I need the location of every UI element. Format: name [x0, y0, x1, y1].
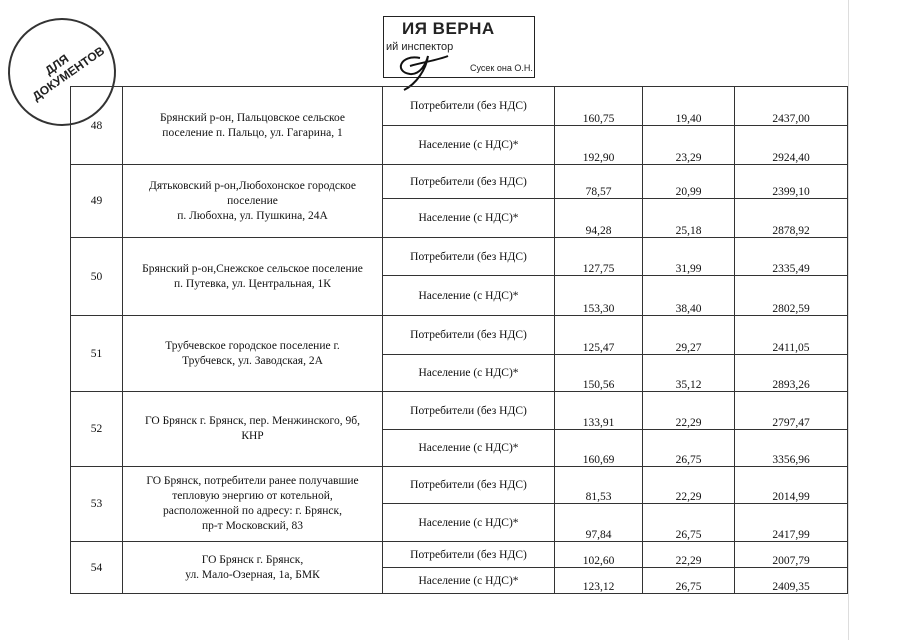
row-number: 48 [71, 87, 123, 165]
row-address [123, 87, 383, 165]
table-row [71, 87, 848, 126]
address-line: поселение [227, 194, 278, 207]
address-line: Дятьковский р-он,Любохонское городское [149, 179, 356, 192]
value-cell: 97,84 [555, 504, 643, 542]
value-cell: 81,53 [555, 467, 643, 504]
value-cell: 133,91 [555, 392, 643, 430]
consumer-category: Потребители (без НДС) [383, 87, 555, 126]
row-number: 53 [71, 467, 123, 542]
address-line: расположенной по адресу: г. Брянск, [163, 505, 342, 517]
row-number: 54 [71, 542, 123, 594]
address-line: тепловую энергию от котельной, [172, 490, 333, 502]
value-cell: 2893,26 [735, 355, 848, 392]
value-cell: 2007,79 [735, 542, 848, 568]
address-line: КНР [241, 430, 264, 442]
consumer-category: Население (с НДС)* [383, 504, 555, 542]
address-line: Трубчевск, ул. Заводская, 2А [182, 354, 323, 367]
consumer-category: Население (с НДС)* [383, 355, 555, 392]
consumer-category: Потребители (без НДС) [383, 165, 555, 199]
address-line: ГО Брянск г. Брянск, пер. Менжинского, 9б, [145, 415, 360, 427]
value-cell: 102,60 [555, 542, 643, 568]
value-cell: 2014,99 [735, 467, 848, 504]
value-cell: 127,75 [555, 238, 643, 276]
row-address [123, 542, 383, 594]
value-cell: 2797,47 [735, 392, 848, 430]
address-line: Трубчевское городское поселение г. [165, 339, 340, 352]
stamp-title: ИЯ ВЕРНА [402, 19, 495, 38]
value-cell: 160,75 [555, 87, 643, 126]
round-stamp-text: ДЛЯ ДОКУМЕНТОВ [29, 43, 108, 104]
value-cell: 123,12 [555, 568, 643, 594]
consumer-category: Потребители (без НДС) [383, 238, 555, 276]
value-cell: 25,18 [643, 199, 735, 238]
table-row [71, 542, 848, 568]
consumer-category: Население (с НДС)* [383, 126, 555, 165]
address-line: п. Любохна, ул. Пушкина, 24А [177, 209, 328, 222]
scan-edge [848, 0, 849, 640]
consumer-category: Население (с НДС)* [383, 430, 555, 467]
value-cell: 2417,99 [735, 504, 848, 542]
row-number: 49 [71, 165, 123, 238]
value-cell: 29,27 [643, 316, 735, 355]
value-cell: 2399,10 [735, 165, 848, 199]
row-number: 51 [71, 316, 123, 392]
value-cell: 2409,35 [735, 568, 848, 594]
value-cell: 2335,49 [735, 238, 848, 276]
value-cell: 26,75 [643, 430, 735, 467]
row-address [123, 467, 383, 542]
value-cell: 78,57 [555, 165, 643, 199]
value-cell: 153,30 [555, 276, 643, 316]
consumer-category: Население (с НДС)* [383, 199, 555, 238]
value-cell: 22,29 [643, 467, 735, 504]
row-address [123, 316, 383, 392]
row-number: 50 [71, 238, 123, 316]
row-address [123, 165, 383, 238]
value-cell: 26,75 [643, 568, 735, 594]
address-line: п. Путевка, ул. Центральная, 1К [174, 277, 331, 290]
value-cell: 23,29 [643, 126, 735, 165]
consumer-category: Потребители (без НДС) [383, 467, 555, 504]
value-cell: 38,40 [643, 276, 735, 316]
table-row [71, 238, 848, 276]
value-cell: 19,40 [643, 87, 735, 126]
address-line: Брянский р-он,Снежское сельское поселение [142, 262, 363, 275]
address-line: ул. Мало-Озерная, 1а, БМК [185, 568, 320, 581]
value-cell: 2924,40 [735, 126, 848, 165]
value-cell: 26,75 [643, 504, 735, 542]
consumer-category: Население (с НДС)* [383, 568, 555, 594]
address-line: пр-т Московский, 83 [201, 520, 304, 532]
table-row [71, 392, 848, 430]
value-cell: 20,99 [643, 165, 735, 199]
consumer-category: Потребители (без НДС) [383, 392, 555, 430]
value-cell: 192,90 [555, 126, 643, 165]
value-cell: 150,56 [555, 355, 643, 392]
value-cell: 3356,96 [735, 430, 848, 467]
consumer-category: Население (с НДС)* [383, 276, 555, 316]
value-cell: 2802,59 [735, 276, 848, 316]
consumer-category: Потребители (без НДС) [383, 316, 555, 355]
value-cell: 35,12 [643, 355, 735, 392]
value-cell: 2411,05 [735, 316, 848, 355]
value-cell: 160,69 [555, 430, 643, 467]
value-cell: 125,47 [555, 316, 643, 355]
address-line: ГО Брянск г. Брянск, [201, 553, 304, 566]
address-line: ГО Брянск, потребители ранее получавшие [146, 475, 359, 487]
value-cell: 22,29 [643, 392, 735, 430]
stamp-name: Сусек она О.Н. [470, 63, 533, 73]
consumer-category: Потребители (без НДС) [383, 542, 555, 568]
value-cell: 2437,00 [735, 87, 848, 126]
stamp-role: ий инспектор [386, 41, 454, 53]
tariff-table [70, 86, 848, 594]
value-cell: 2878,92 [735, 199, 848, 238]
address-line: Брянский р-он, Пальцовское сельское [159, 111, 346, 124]
address-line: поселение п. Пальцо, ул. Гагарина, 1 [162, 126, 343, 139]
row-number: 52 [71, 392, 123, 467]
value-cell: 22,29 [643, 542, 735, 568]
value-cell: 31,99 [643, 238, 735, 276]
value-cell: 94,28 [555, 199, 643, 238]
table-row [71, 316, 848, 355]
table-row [71, 467, 848, 504]
table-row [71, 165, 848, 199]
row-address [123, 238, 383, 316]
row-address [123, 392, 383, 467]
